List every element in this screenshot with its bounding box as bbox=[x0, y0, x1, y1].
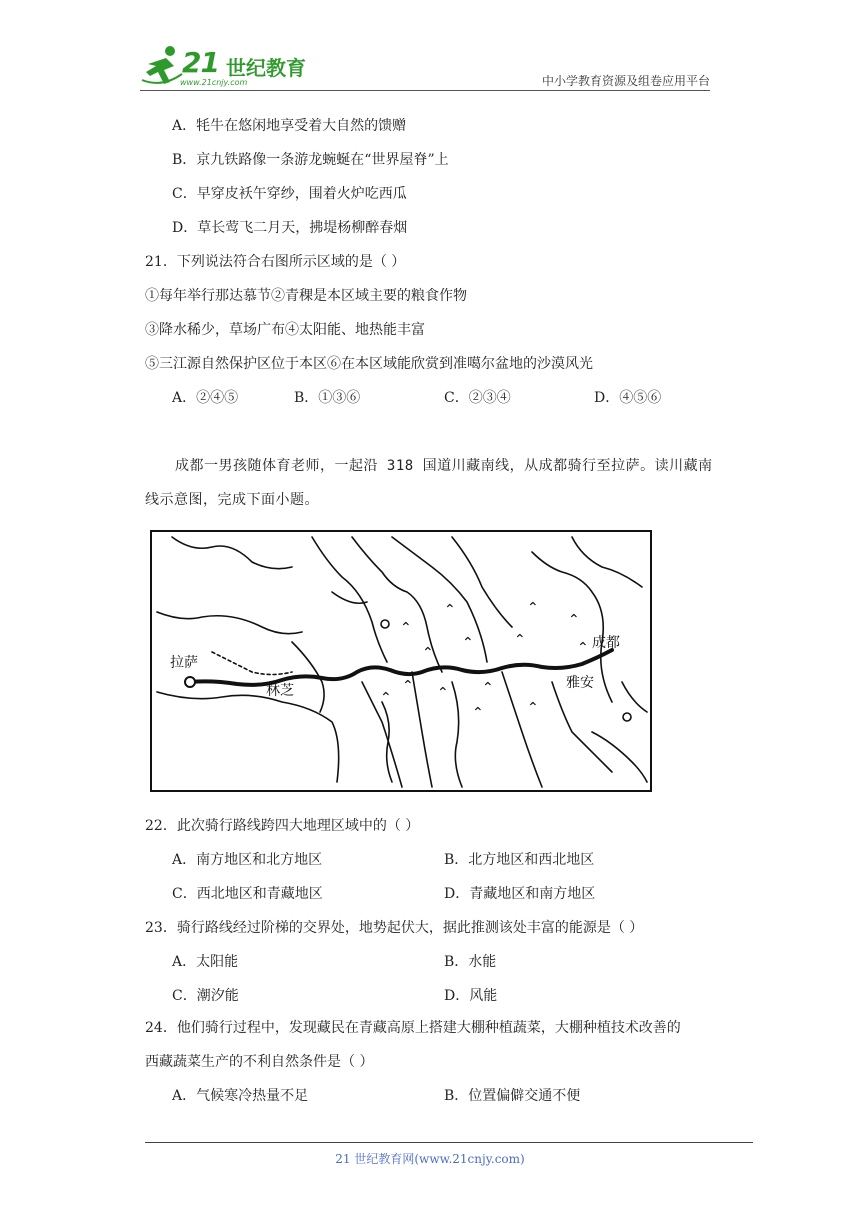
q22-option-a: A．南方地区和北方地区 bbox=[172, 852, 323, 868]
map-drawing bbox=[152, 532, 650, 790]
svg-text:⌃: ⌃ bbox=[400, 620, 412, 636]
platform-name: 中小学教育资源及组卷应用平台 bbox=[541, 74, 710, 88]
q21-stem: 21．下列说法符合右图所示区域的是（ ） bbox=[145, 254, 406, 270]
svg-text:⌃: ⌃ bbox=[444, 602, 456, 618]
q21-option-d: D．④⑤⑥ bbox=[594, 390, 662, 406]
q23-option-b: B．水能 bbox=[444, 954, 497, 970]
svg-text:⌃: ⌃ bbox=[437, 685, 449, 701]
q24-stem-line-1: 24．他们骑行过程中，发现藏民在青藏高原上搭建大棚种植蔬菜，大棚种植技术改善的 bbox=[145, 1020, 681, 1036]
q21-statement-2: ③降水稀少，草场广布④太阳能、地热能丰富 bbox=[145, 322, 425, 338]
q22-stem: 22．此次骑行路线跨四大地理区域中的（ ） bbox=[145, 818, 420, 834]
svg-text:⌃: ⌃ bbox=[514, 632, 526, 648]
q24-option-b: B．位置偏僻交通不便 bbox=[444, 1088, 581, 1104]
svg-text:⌃: ⌃ bbox=[402, 678, 414, 694]
route-318-line bbox=[190, 650, 612, 685]
svg-text:⌃: ⌃ bbox=[472, 705, 484, 721]
q23-option-d: D．风能 bbox=[444, 988, 498, 1004]
q22-option-b: B．北方地区和西北地区 bbox=[444, 852, 595, 868]
q21-option-a: A．②④⑤ bbox=[172, 390, 239, 406]
q24-stem-line-2: 西藏蔬菜生产的不利自然条件是（ ） bbox=[145, 1054, 374, 1070]
label-lhasa: 拉萨 bbox=[170, 655, 198, 671]
svg-text:⌃: ⌃ bbox=[462, 635, 474, 651]
intro-line-1: 成都一男孩随体育老师，一起沿 318 国道川藏南线，从成都骑行至拉萨。读川藏南 bbox=[175, 458, 713, 474]
svg-text:⌃: ⌃ bbox=[422, 645, 434, 661]
q22-option-c: C．西北地区和青藏地区 bbox=[172, 886, 323, 902]
label-nyingchi: 林芝 bbox=[266, 683, 294, 699]
svg-text:⌃: ⌃ bbox=[482, 680, 494, 696]
q20-option-a: A．牦牛在悠闲地享受着大自然的馈赠 bbox=[172, 118, 407, 134]
footer-text[interactable]: 21 世纪教育网(www.21cnjy.com) bbox=[335, 1152, 525, 1166]
page-header bbox=[140, 40, 710, 90]
sichuan-tibet-route-map bbox=[150, 530, 652, 792]
q23-option-a: A．太阳能 bbox=[172, 954, 239, 970]
q22-option-d: D．青藏地区和南方地区 bbox=[444, 886, 596, 902]
q21-option-b: B．①③⑥ bbox=[294, 390, 361, 406]
svg-text:⌃: ⌃ bbox=[568, 612, 580, 628]
lhasa-marker bbox=[185, 677, 195, 687]
label-yaan: 雅安 bbox=[566, 675, 594, 691]
logo-url: www.21cnjy.com bbox=[180, 78, 248, 87]
logo-number: 21 bbox=[182, 46, 219, 79]
intro-line-2: 线示意图，完成下面小题。 bbox=[145, 492, 319, 508]
svg-text:⌃: ⌃ bbox=[527, 600, 539, 616]
q21-statement-3: ⑤三江源自然保护区位于本区⑥在本区域能欣赏到准噶尔盆地的沙漠风光 bbox=[145, 356, 593, 372]
site-logo bbox=[140, 40, 310, 90]
runner-logo-icon bbox=[140, 44, 184, 88]
svg-text:⌃: ⌃ bbox=[577, 640, 589, 656]
q21-statement-1: ①每年举行那达慕节②青稞是本区域主要的粮食作物 bbox=[145, 288, 467, 304]
label-chengdu: 成都 bbox=[592, 635, 620, 651]
svg-text:⌃: ⌃ bbox=[527, 700, 539, 716]
q24-option-a: A．气候寒冷热量不足 bbox=[172, 1088, 309, 1104]
q23-stem: 23．骑行路线经过阶梯的交界处，地势起伏大，据此推测该处丰富的能源是（ ） bbox=[145, 920, 644, 936]
header-divider bbox=[140, 90, 710, 91]
q21-option-c: C．②③④ bbox=[444, 390, 511, 406]
q20-option-c: C．早穿皮袄午穿纱，围着火炉吃西瓜 bbox=[172, 186, 407, 202]
q20-option-d: D．草长莺飞二月天，拂堤杨柳醉春烟 bbox=[172, 220, 408, 236]
logo-text: 世纪教育 bbox=[226, 56, 306, 80]
q23-option-c: C．潮汐能 bbox=[172, 988, 239, 1004]
svg-text:⌃: ⌃ bbox=[380, 690, 392, 706]
q20-option-b: B．京九铁路像一条游龙蜿蜒在“世界屋脊”上 bbox=[172, 152, 449, 168]
footer-divider bbox=[145, 1142, 753, 1143]
